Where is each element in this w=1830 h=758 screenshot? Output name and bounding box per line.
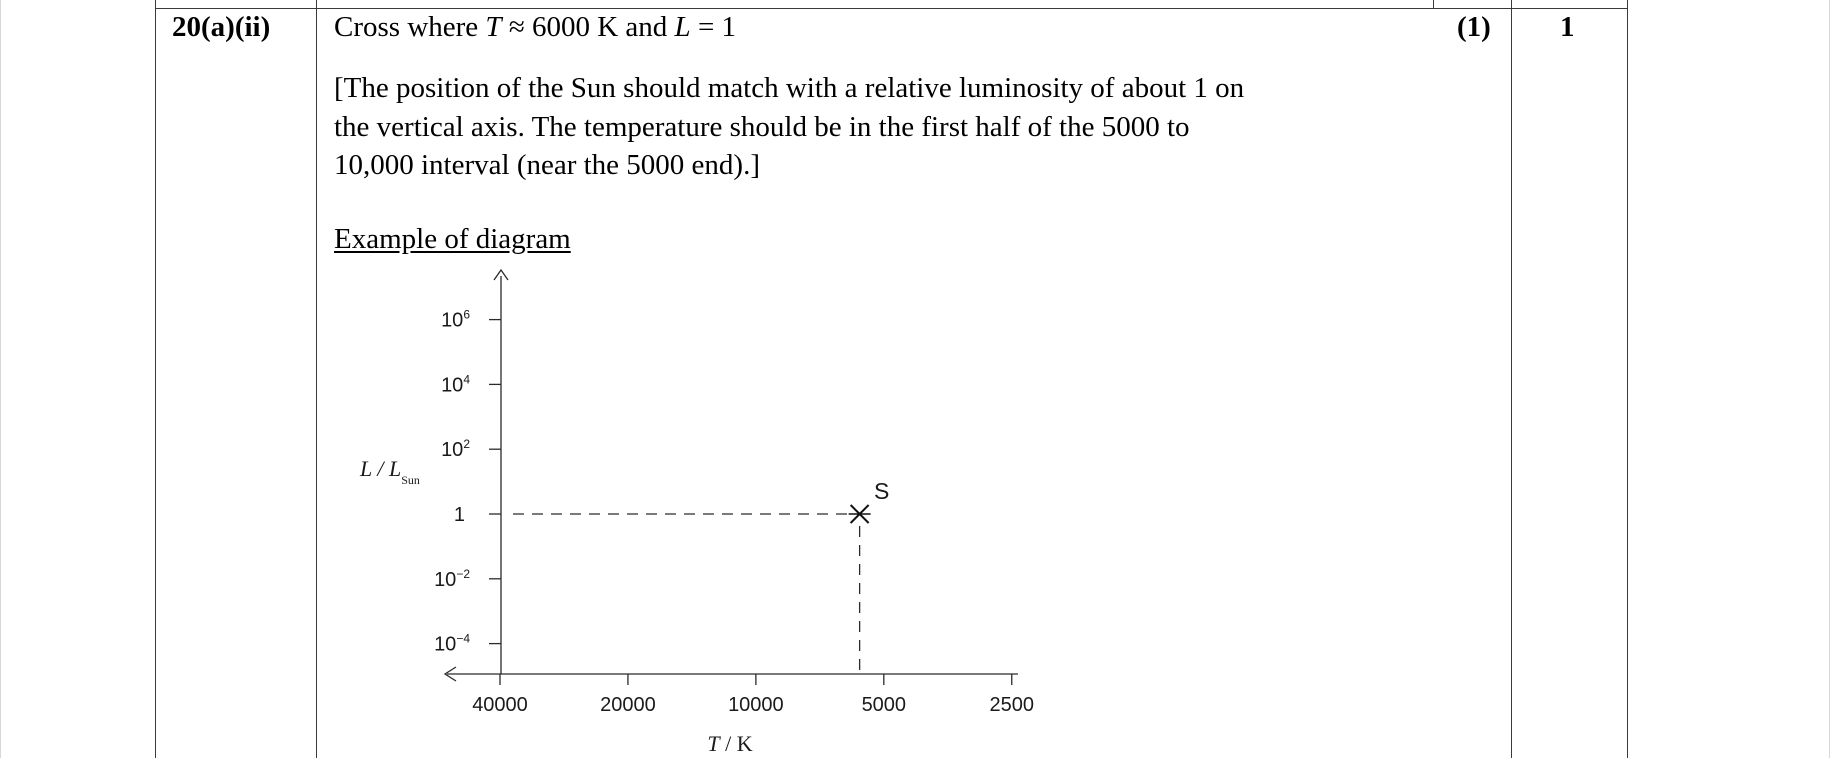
x-tick-label: 2500 [989,694,1035,716]
diagram-heading: Example of diagram [334,223,571,255]
y-axis-ticks [434,308,501,656]
x-tick-label: 40000 [472,694,528,716]
axis-labels [359,456,753,756]
answer-prefix: Cross where [334,11,486,43]
y-tick-label: $10^6$ [441,307,470,332]
y-tick-label: $10^{-2}$ [434,566,470,591]
temperature-symbol: T [485,11,502,43]
x-tick-label: 5000 [861,694,907,716]
guidance-line: the vertical axis. The temperature should be in the first half of the 5000 to [334,110,1190,143]
y-tick-label: $10^{-4}$ [434,631,470,656]
marks-value: (1) [1457,11,1491,43]
x-axis-label: T / K [707,731,753,756]
x-tick-label: 20000 [600,694,656,716]
diagram-axes [445,270,1018,681]
y-axis-label: L / $L_{Sun}$ [360,456,420,487]
x-tick-label: 10000 [728,694,784,716]
x-axis-ticks [472,674,1034,716]
y-tick-label: 1 [453,504,465,526]
guidance-line: [The position of the Sun should match with a relative luminosity of about 1 on [334,72,1245,104]
guidance-line: 10,000 interval (near the 5000 end).] [334,149,760,181]
answer-approx: ≈ 6000 K and [501,11,675,43]
y-tick-label: $10^2$ [441,437,470,462]
total-value: 1 [1560,11,1575,43]
point-label: S [873,478,890,504]
data-points [513,478,889,670]
luminosity-symbol: L [674,11,691,43]
y-tick-label: $10^4$ [441,372,470,397]
answer-equals: = 1 [690,11,737,43]
question-number: 20(a)(ii) [172,11,271,43]
